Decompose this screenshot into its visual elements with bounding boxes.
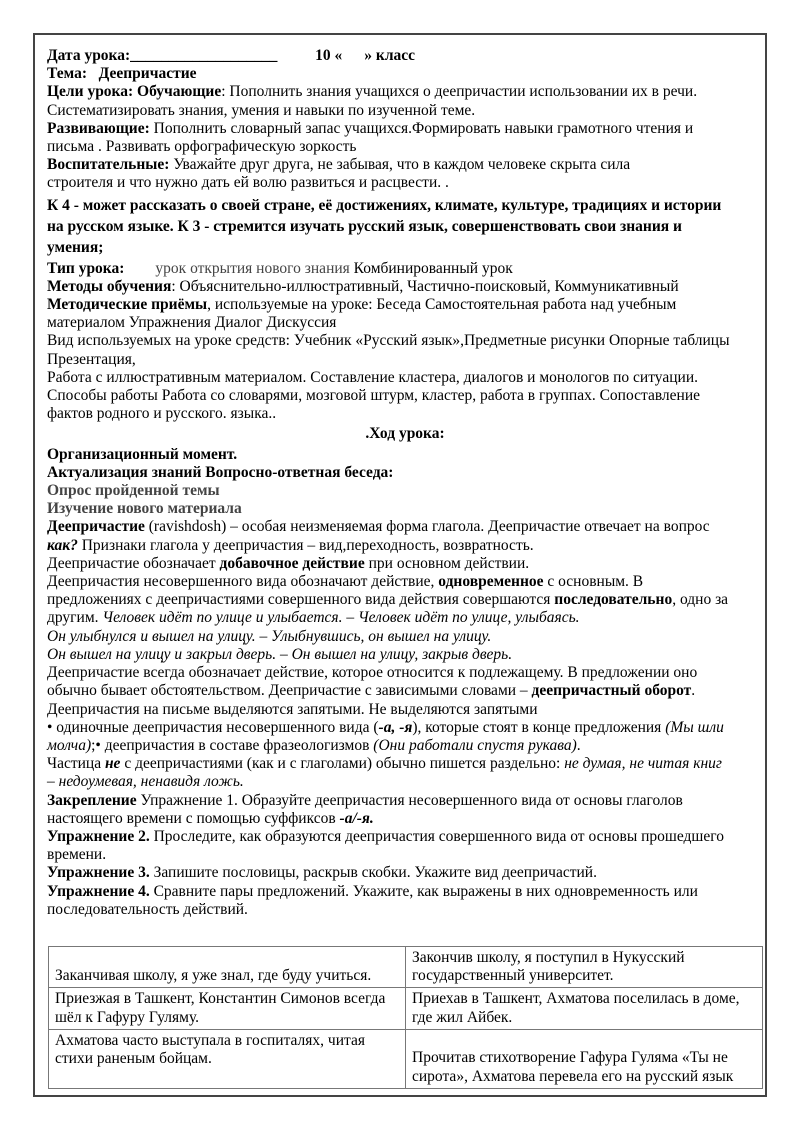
bullet1-mid: ), которые стоят в конце предложения bbox=[412, 718, 666, 736]
question-word: как? bbox=[47, 536, 78, 554]
competence-line-1: К 4 - может рассказать о своей стране, её достижениях, климате, культуре, традициях и истории bbox=[47, 196, 722, 214]
table-cell-right: Прочитав стихотворение Гафура Гуляма «Ты не сирота», Ахматова перевела его на русский язык bbox=[406, 1029, 763, 1088]
definition-term: Деепричастие bbox=[47, 518, 145, 536]
adds-pre: Деепричастие обозначает bbox=[47, 554, 220, 572]
goals-label: Цели урока: Обучающие bbox=[47, 83, 222, 101]
new-material-heading: Изучение нового материала bbox=[47, 500, 242, 518]
means-line-4: Способы работы Работа со словарями, мозговой штурм, кластер, работа в группах. Сопоставление bbox=[47, 387, 701, 405]
example-3: Он вышел на улицу и закрыл дверь. – Он вышел на улицу, закрыв дверь. bbox=[47, 645, 513, 663]
exercise-1-text-2: настоящего времени с помощью суффиксов bbox=[47, 809, 340, 827]
table-cell-left: Ахматова часто выступала в госпиталях, читая стихи раненым бойцам. bbox=[49, 1029, 406, 1088]
table-cell-right: Закончив школу, я поступил в Нукусский государственный университет. bbox=[406, 947, 763, 988]
topic-value: Деепричастие bbox=[98, 65, 197, 83]
exercise-4-line-2: последовательность действий. bbox=[47, 900, 248, 918]
lesson-type-gray: урок открытия нового знания bbox=[124, 259, 354, 277]
exercise-1-line-2 bbox=[47, 810, 763, 828]
signs-text: Признаки глагола у деепричастия – вид,переходность, возвратность. bbox=[77, 536, 534, 554]
definition-line bbox=[47, 518, 763, 536]
imperf-pre: Деепричастия несовершенного вида обозначают действие, bbox=[47, 573, 439, 591]
topic-label: Тема: bbox=[47, 65, 87, 83]
subject-line-1: Деепричастие всегда обозначает действие, которое относится к подлежащему. В предложении оно bbox=[47, 664, 698, 682]
perfective-line bbox=[47, 591, 763, 609]
example-line-1 bbox=[47, 609, 763, 627]
exercise-3-label: Упражнение 3. bbox=[47, 864, 150, 882]
lesson-type-value: Комбинированный урок bbox=[353, 259, 513, 277]
org-moment: Организационный момент. bbox=[47, 445, 238, 463]
actualization: Актуализация знаний Вопросно-ответная беседа: bbox=[47, 463, 394, 481]
bullet2-example: молча) bbox=[47, 736, 92, 754]
ne-example: не думая, не читая книг bbox=[564, 755, 722, 773]
perf-bold: последовательно bbox=[554, 591, 673, 609]
date-label: Дата урока: bbox=[47, 47, 131, 64]
date-blank: ___________________ bbox=[130, 47, 278, 64]
methods-text: : Объяснительно-иллюстративный, Частично-поисковый, Коммуникативный bbox=[171, 277, 679, 295]
survey-heading: Опрос пройденной темы bbox=[47, 482, 220, 500]
techniques-line-1 bbox=[47, 296, 763, 314]
fix-label: Закрепление bbox=[47, 791, 137, 809]
competence-line-3: умения; bbox=[47, 238, 104, 256]
lesson-type-label: Тип урока: bbox=[47, 259, 125, 277]
exercise-1-line-1 bbox=[47, 792, 763, 810]
table-cell-left: Приезжая в Ташкент, Константин Симонов всегда шёл к Гафуру Гуляму. bbox=[49, 988, 406, 1029]
methods-line bbox=[47, 278, 763, 296]
educational-line-2: строителя и что нужно дать ей волю развиться и расцвести. . bbox=[47, 174, 449, 192]
commas-line: Деепричастия на письме выделяются запятыми. Не выделяются запятыми bbox=[47, 700, 538, 718]
techniques-text-1: , используемые на уроке: Беседа Самостоятельная работа над учебным bbox=[207, 296, 677, 314]
perf-post: , одно за bbox=[672, 591, 729, 609]
developing-line-1 bbox=[47, 120, 763, 138]
bullet1-suffixes: -а, -я bbox=[378, 718, 413, 736]
bullet1-example: (Мы шли bbox=[665, 718, 724, 736]
bullet2-mid: ;• деепричастия в составе фразеологизмов bbox=[91, 736, 374, 754]
goals-line-1 bbox=[47, 83, 763, 101]
imperf-post: с основным. В bbox=[543, 573, 644, 591]
table-row bbox=[49, 1029, 763, 1088]
definition-text: (ravishdosh) – особая неизменяемая форма глагола. Деепричастие отвечает на вопрос bbox=[144, 518, 710, 536]
means-line-5: фактов родного и русского. языка.. bbox=[47, 405, 277, 423]
exercise-4-label: Упражнение 4. bbox=[47, 882, 150, 900]
means-line-1: Вид используемых на уроке средств: Учебник «Русский язык»,Предметные рисунки Опорные таблицы bbox=[47, 332, 730, 350]
exercise-3-line bbox=[47, 864, 763, 882]
educational-label: Воспитательные: bbox=[47, 156, 170, 174]
means-line-2: Презентация, bbox=[47, 350, 136, 368]
bullet2-example-2: (Они работали спустя рукава) bbox=[373, 736, 577, 754]
table-row bbox=[49, 947, 763, 988]
imperf-bold: одновременное bbox=[438, 573, 544, 591]
exercise-2-label: Упражнение 2. bbox=[47, 827, 150, 845]
header-line bbox=[47, 47, 763, 65]
subj2-pre: обычно бывает обстоятельством. Деепричастие с зависимыми словами – bbox=[47, 682, 532, 700]
additional-action-line bbox=[47, 555, 763, 573]
subj2-post: . bbox=[691, 682, 696, 700]
goals-text-1: : Пополнить знания учащихся о деепричастии использовании их в речи. bbox=[221, 83, 698, 101]
methods-label: Методы обучения bbox=[47, 277, 172, 295]
ne-pre: Частица bbox=[47, 755, 105, 773]
sentence-pairs-table bbox=[48, 946, 763, 1089]
course-title: .Ход урока: bbox=[365, 425, 445, 443]
exercise-2-line-1 bbox=[47, 828, 763, 846]
exercise-4-text-1: Сравните пары предложений. Укажите, как выражены в них одновременность или bbox=[149, 882, 698, 900]
topic-line bbox=[47, 65, 763, 83]
other-word: другим. bbox=[47, 609, 103, 627]
educational-line-1 bbox=[47, 156, 763, 174]
developing-label: Развивающие: bbox=[47, 119, 150, 137]
exercise-2-line-2: времени. bbox=[47, 846, 107, 864]
imperfective-line bbox=[47, 573, 763, 591]
ne-line-1 bbox=[47, 755, 763, 773]
class-suffix: » класс bbox=[364, 47, 416, 64]
perf-pre: предложениях с деепричастиями совершенного вида действия совершаются bbox=[47, 591, 555, 609]
signs-line bbox=[47, 537, 763, 555]
exercise-2-text-1: Проследите, как образуются деепричастия совершенного вида от основы прошедшего bbox=[149, 827, 724, 845]
adds-bold: добавочное действие bbox=[219, 554, 365, 572]
lesson-type-line bbox=[47, 260, 763, 278]
exercise-3-text: Запишите пословицы, раскрыв скобки. Укажите вид деепричастий. bbox=[149, 864, 597, 882]
class-prefix: 10 « bbox=[315, 47, 343, 64]
adds-post: при основном действии. bbox=[364, 554, 530, 572]
exercise-1-suffixes: -а/-я. bbox=[339, 809, 374, 827]
ne-line-2: – недоумевая, ненавидя ложь. bbox=[47, 773, 244, 791]
bullet1-pre: • одиночные деепричастия несовершенного вида ( bbox=[47, 718, 379, 736]
example-1: Человек идёт по улице и улыбается. – Человек идёт по улице, улыбаясь. bbox=[102, 609, 580, 627]
developing-line-2: письма . Развивать орфографическую зоркость bbox=[47, 138, 357, 156]
techniques-line-2: материалом Упражнения Диалог Дискуссия bbox=[47, 314, 337, 332]
educational-text-1: Уважайте друг друга, не забывая, что в каждом человеке скрыта сила bbox=[169, 156, 631, 174]
ne-particle: не bbox=[104, 755, 121, 773]
table-row bbox=[49, 988, 763, 1029]
lesson-plan bbox=[47, 47, 763, 919]
exercise-1-text-1: Упражнение 1. Образуйте деепричастия несовершенного вида от основы глаголов bbox=[136, 791, 683, 809]
bullet2-post: . bbox=[576, 736, 581, 754]
ne-mid: с деепричастиями (как и с глаголами) обычно пишется раздельно: bbox=[120, 755, 565, 773]
subj2-bold: деепричастный оборот bbox=[531, 682, 692, 700]
goals-line-2: Систематизировать знания, умения и навыки по изученной теме. bbox=[47, 101, 476, 119]
means-line-3: Работа с иллюстративным материалом. Составление кластера, диалогов и монологов по ситуации. bbox=[47, 368, 698, 386]
techniques-label: Методические приёмы bbox=[47, 296, 208, 314]
bullet-line-1 bbox=[47, 719, 763, 737]
developing-text-1: Пополнить словарный запас учащихся.Формировать навыки грамотного чтения и bbox=[149, 119, 694, 137]
competence-line-2: на русском языке. К 3 - стремится изучать русский язык, совершенствовать свои знания и bbox=[47, 217, 682, 235]
bullet-line-2 bbox=[47, 737, 763, 755]
table-cell-right: Приехав в Ташкент, Ахматова поселилась в доме, где жил Айбек. bbox=[406, 988, 763, 1029]
subject-line-2 bbox=[47, 682, 763, 700]
exercise-4-line-1 bbox=[47, 883, 763, 901]
example-2: Он улыбнулся и вышел на улицу. – Улыбнувшись, он вышел на улицу. bbox=[47, 627, 492, 645]
table-cell-left: Заканчивая школу, я уже знал, где буду учиться. bbox=[49, 947, 406, 988]
